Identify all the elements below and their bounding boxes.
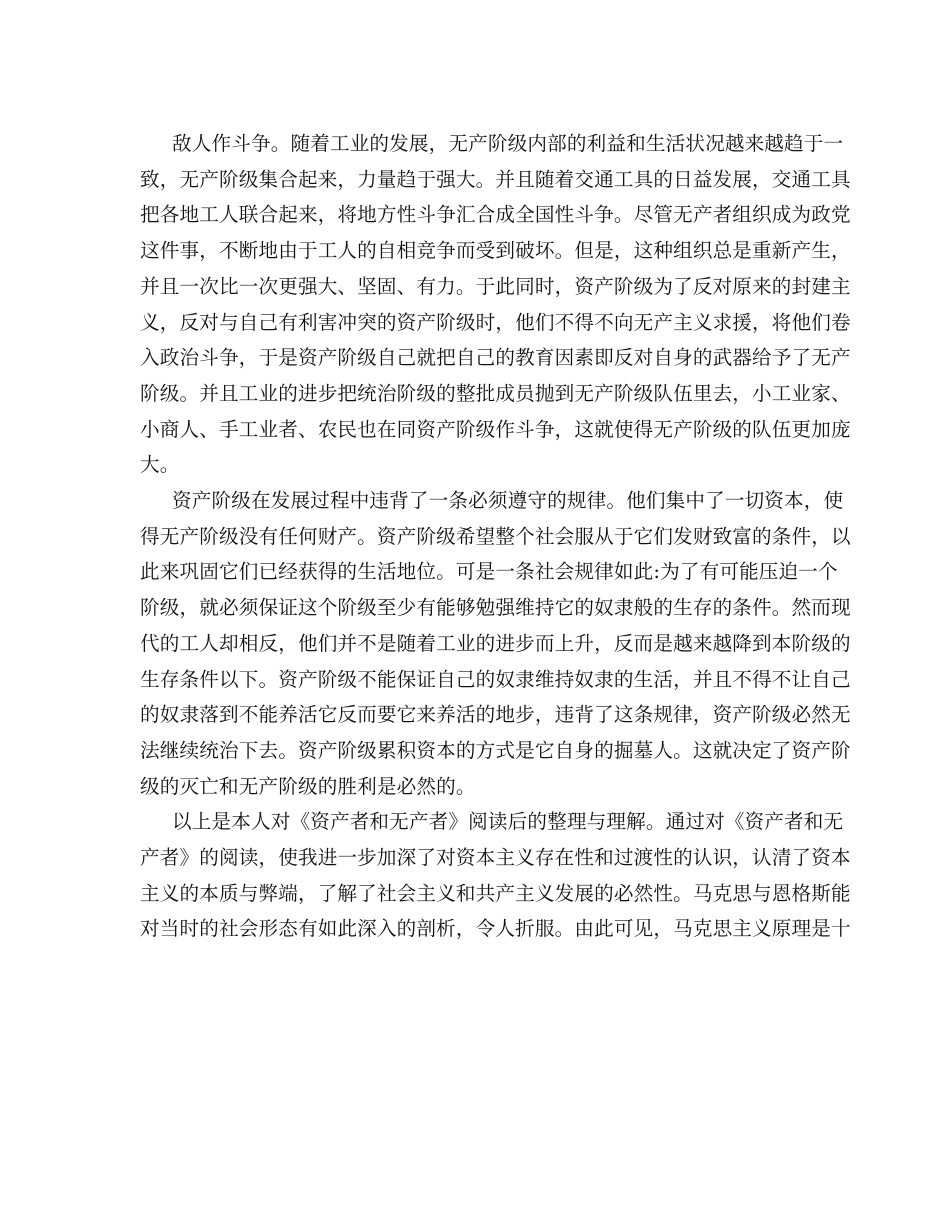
- text-line: 代的工人却相反，他们并不是随着工业的进步而上升，反而是越来越降到本阶级的: [140, 631, 851, 655]
- text-line: 义，反对与自己有利害冲突的资产阶级时，他们不得不向无产主义求援，将他们卷: [140, 310, 851, 334]
- text-line: 并且一次比一次更强大、坚固、有力。于此同时，资产阶级为了反对原来的封建主: [140, 274, 851, 298]
- text-line: 法继续统治下去。资产阶级累积资本的方式是它自身的掘墓人。这就决定了资产阶: [140, 738, 851, 762]
- paragraph-1: [140, 126, 851, 483]
- text-line: 致，无产阶级集合起来，力量趋于强大。并且随着交通工具的日益发展，交通工具: [140, 167, 851, 191]
- text-line: 此来巩固它们已经获得的生活地位。可是一条社会规律如此:为了有可能压迫一个: [140, 560, 838, 584]
- text-line: 把各地工人联合起来，将地方性斗争汇合成全国性斗争。尽管无产者组织成为政党: [140, 203, 851, 227]
- text-line: 阶级。并且工业的进步把统治阶级的整批成员抛到无产阶级队伍里去，小工业家、: [140, 381, 851, 405]
- text-line: 对当时的社会形态有如此深入的剖析，令人折服。由此可见，马克思主义原理是十: [140, 917, 851, 941]
- text-line: 入政治斗争，于是资产阶级自己就把自己的教育因素即反对自身的武器给予了无产: [140, 346, 851, 370]
- text-line: 资产阶级在发展过程中违背了一条必须遵守的规律。他们集中了一切资本，使: [172, 489, 844, 513]
- paragraph-2: [140, 483, 851, 804]
- document-body: [140, 126, 851, 947]
- text-line: 主义的本质与弊端，了解了社会主义和共产主义发展的必然性。马克思与恩格斯能: [140, 881, 851, 905]
- text-line: 的奴隶落到不能养活它反而要它来养活的地步，违背了这条规律，资产阶级必然无: [140, 703, 851, 727]
- text-line: 得无产阶级没有任何财产。资产阶级希望整个社会服从于它们发财致富的条件，以: [140, 524, 851, 548]
- text-line: 小商人、手工业者、农民也在同资产阶级作斗争，这就使得无产阶级的队伍更加庞: [140, 417, 851, 441]
- text-line: 级的灭亡和无产阶级的胜利是必然的。: [140, 774, 476, 798]
- text-line: 生存条件以下。资产阶级不能保证自己的奴隶维持奴隶的生活，并且不得不让自己: [140, 667, 851, 691]
- text-line: 以上是本人对《资产者和无产者》阅读后的整理与理解。通过对《资产者和无: [172, 810, 844, 834]
- text-line: 大。: [140, 453, 180, 477]
- text-line: 阶级，就必须保证这个阶级至少有能够勉强维持它的奴隶般的生存的条件。然而现: [140, 596, 851, 620]
- text-line: 敌人作斗争。随着工业的发展，无产阶级内部的利益和生活状况越来越趋于一: [172, 132, 844, 155]
- text-line: 这件事，不断地由于工人的自相竞争而受到破坏。但是，这种组织总是重新产生，: [140, 239, 851, 263]
- text-line: 产者》的阅读，使我进一步加深了对资本主义存在性和过渡性的认识，认清了资本: [140, 846, 851, 870]
- paragraph-3: [140, 804, 851, 947]
